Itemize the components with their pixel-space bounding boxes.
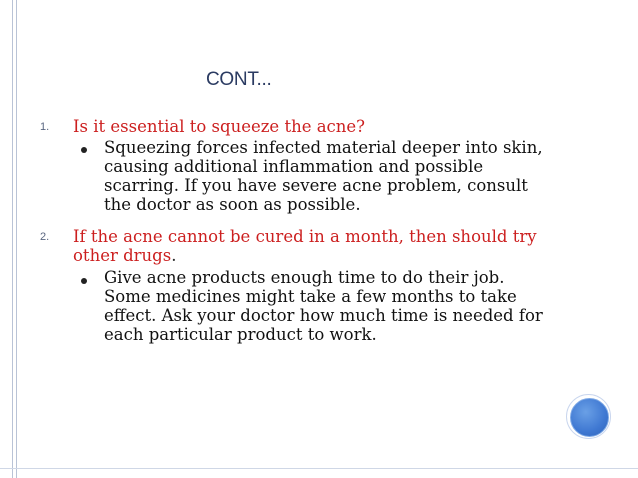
question-1-text: Is it essential to squeeze the acne?: [73, 117, 366, 136]
answer-1: Squeezing forces infected material deeper into skin, causing additional inflammation and possible scarring. If you have severe acne problem, consult the doctor as soon as possible.: [104, 138, 543, 214]
question-2: [73, 227, 548, 265]
left-border-line: [12, 0, 13, 478]
item-number-2: 2.: [40, 231, 50, 243]
slide-title: CONT...: [206, 69, 272, 90]
bullet-icon: [81, 278, 87, 284]
bullet-icon: [81, 147, 87, 153]
footer-divider: [0, 468, 638, 469]
question-1: [73, 117, 548, 136]
blue-circle-icon: [570, 398, 609, 437]
answer-2: Give acne products enough time to do their job. Some medicines might take a few months to take effect. Ask your doctor how much time is needed for each particular product to work.: [104, 268, 543, 344]
question-2-text: If the acne cannot be cured in a month, then should try other drugs: [73, 227, 537, 265]
item-number-1: 1.: [40, 121, 50, 133]
left-border-line-inner: [16, 0, 17, 478]
question-2-tail: .: [171, 246, 177, 265]
